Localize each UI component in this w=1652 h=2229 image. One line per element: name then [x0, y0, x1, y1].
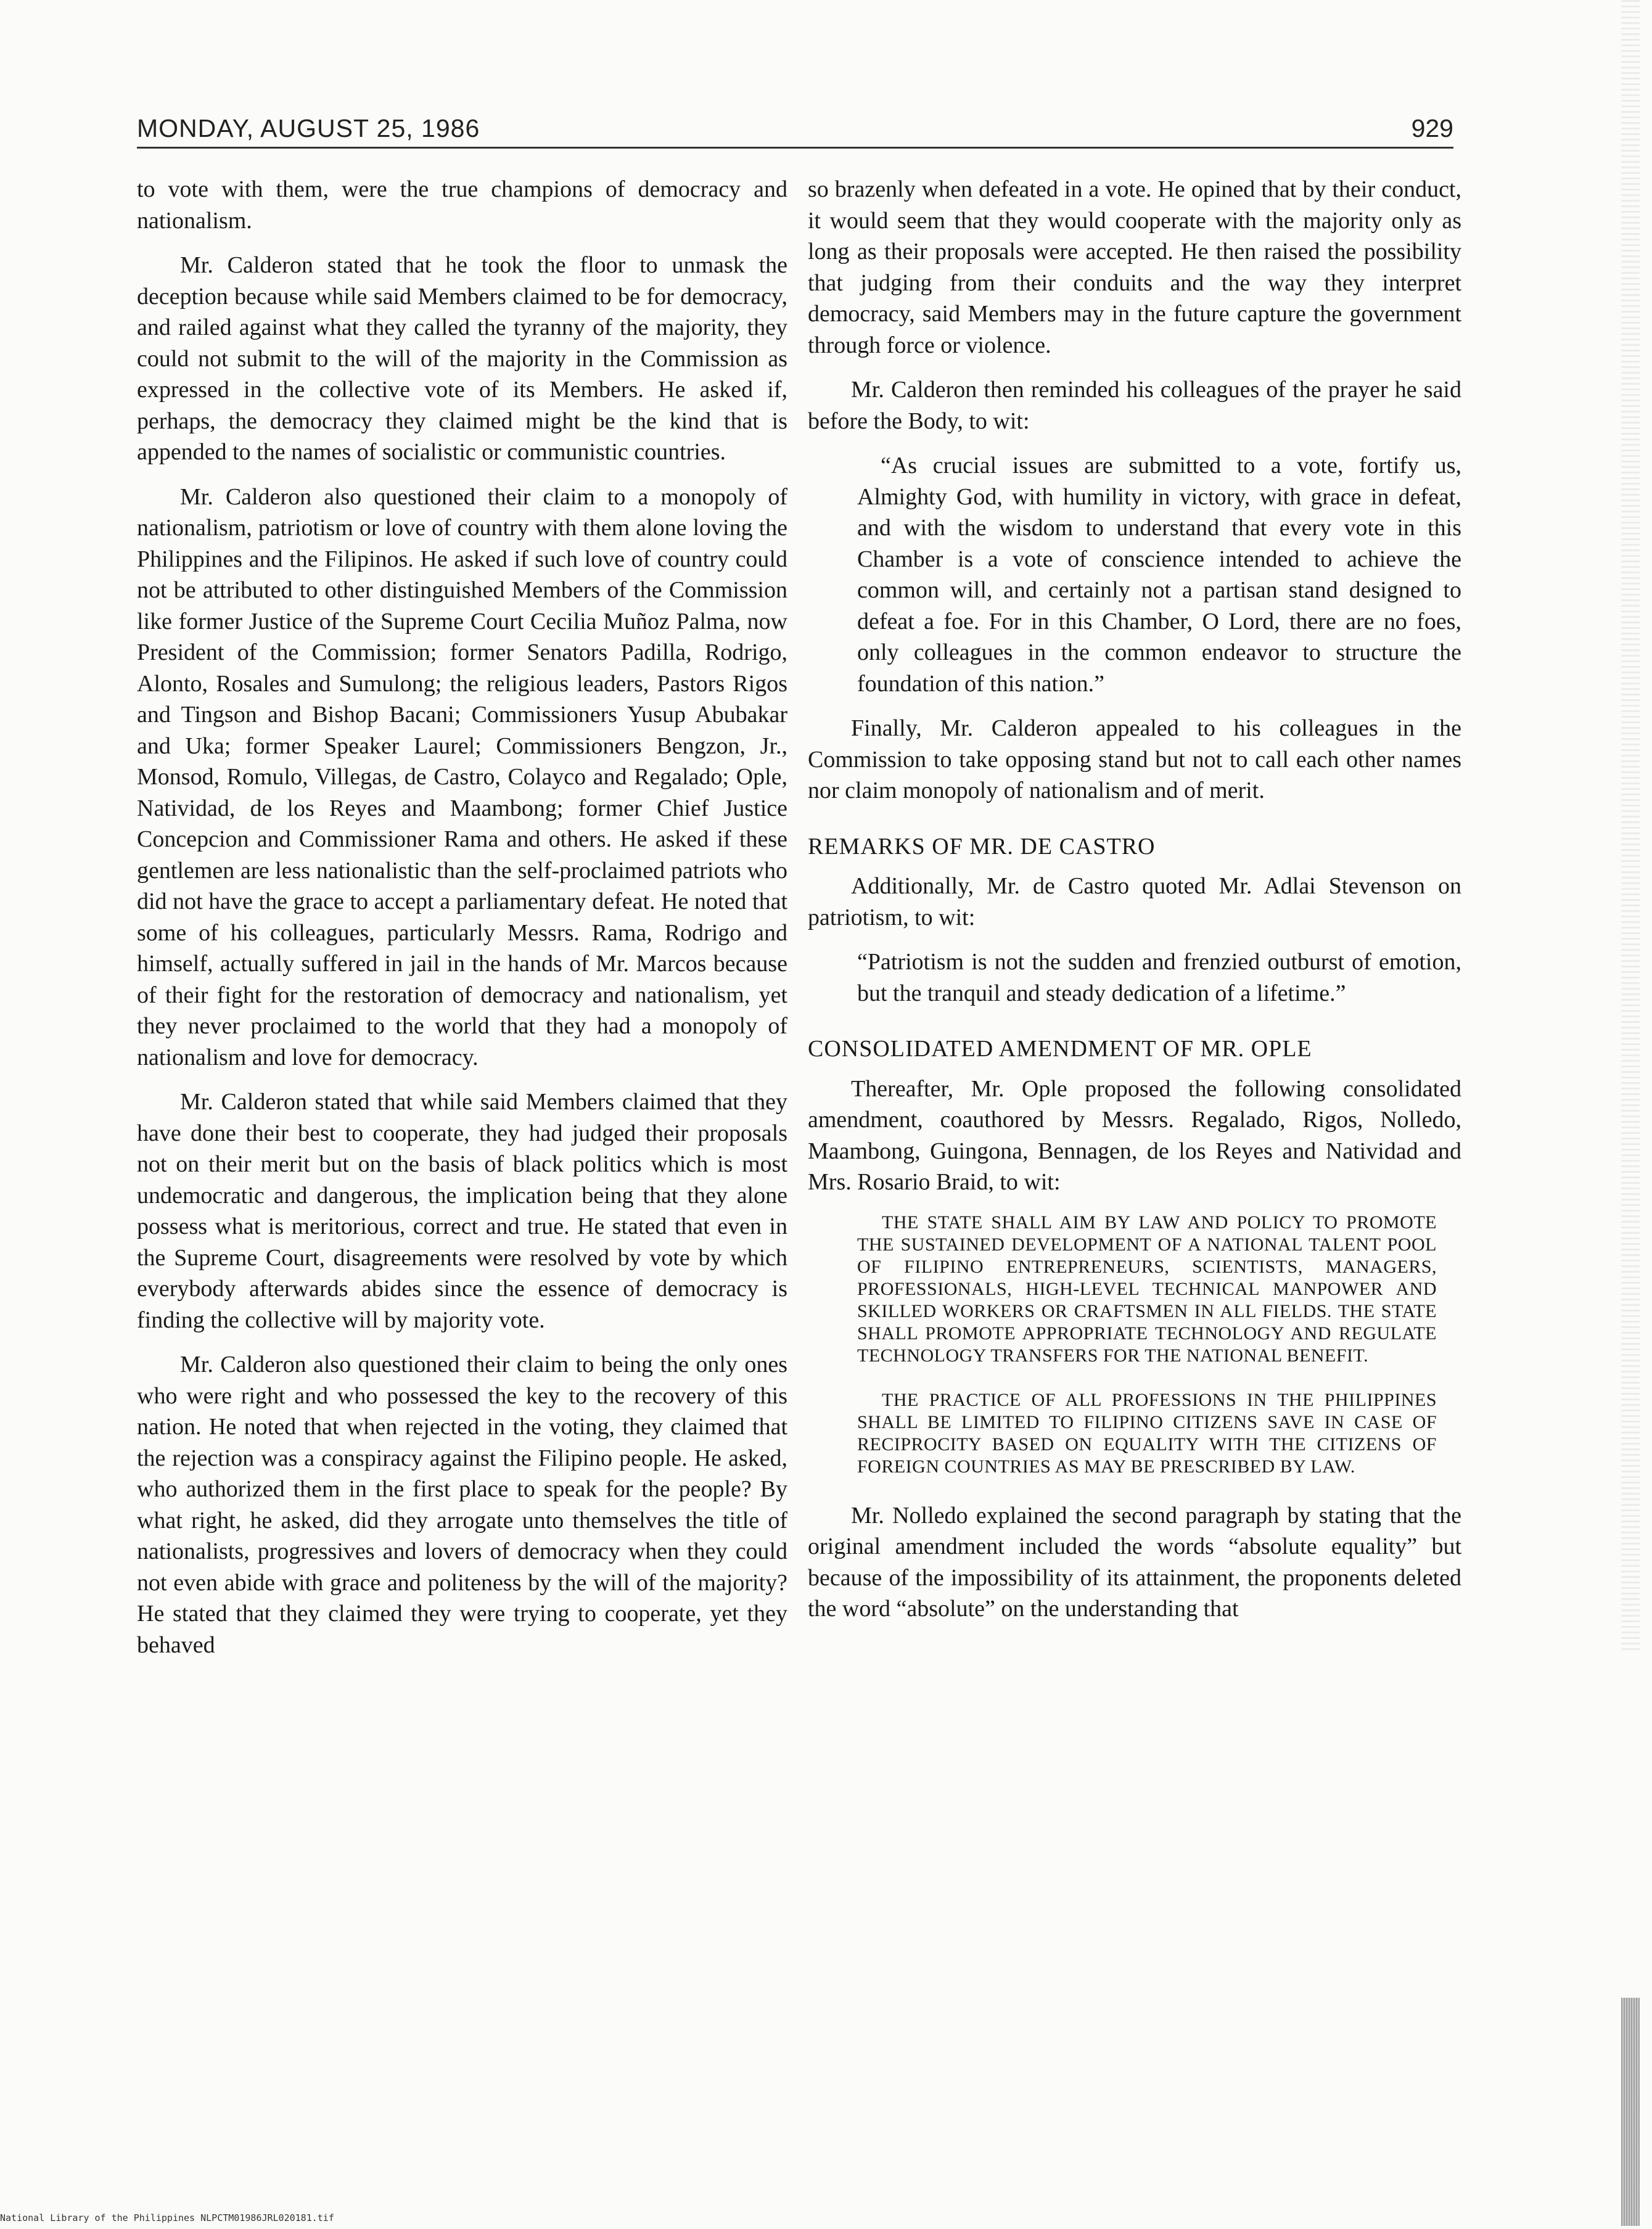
paragraph: to vote with them, were the true champions of democracy and nationalism.	[137, 176, 787, 234]
scan-footer: National Library of the Philippines NLPCTM01986JRL020181.tif	[0, 2212, 334, 2223]
amendment-text: THE STATE SHALL AIM BY LAW AND POLICY TO PROMOTE THE SUSTAINED DEVELOPMENT OF A NATIONAL TALENT POOL OF FILIPINO ENTREPRENEURS, SCIENTISTS, MANAGERS, PROFESSIONALS, HIGH-LEVEL TECHNICAL MANPOWER AND SKILLED WORKERS OR CRAFTSMEN IN ALL FIELDS. THE STATE SHALL PROMOTE APPROPRIATE TECHNOLOGY AND REGULATE TECHNOLOGY TRANSFERS FOR THE NATIONAL BENEFIT.	[857, 1212, 1437, 1366]
paragraph: Additionally, Mr. de Castro quoted Mr. Adlai Stevenson on patriotism, to wit:	[808, 873, 1461, 930]
paragraph: Mr. Calderon then reminded his colleagues of the prayer he said before the Body, to wit:	[808, 377, 1461, 434]
header-date: MONDAY, AUGUST 25, 1986	[137, 114, 480, 142]
stevenson-quote: “Patriotism is not the sudden and frenzied outburst of emotion, but the tranquil and steady dedication of a lifetime.”	[857, 949, 1461, 1006]
paragraph: Finally, Mr. Calderon appealed to his colleagues in the Commission to take opposing stand but not to call each other names nor claim monopoly of nationalism and of merit.	[808, 715, 1461, 803]
scan-edge-artifact	[1621, 0, 1640, 1652]
paragraph: so brazenly when defeated in a vote. He opined that by their conduct, it would seem that they would cooperate with the majority only as long as their proposals were accepted. He then raised the possibility that judging from their conduits and the way they interpret democracy, said Members may in the future capture the government through force or violence.	[808, 176, 1461, 358]
right-column	[808, 174, 1461, 1638]
paragraph: Mr. Nolledo explained the second paragraph by stating that the original amendment included the words “absolute equality” but because of the impossibility of its attainment, the proponents deleted the word “absolute” on the understanding that	[808, 1502, 1461, 1622]
page-number: 929	[1411, 114, 1453, 142]
header-rule	[137, 147, 1453, 149]
section-heading: REMARKS OF MR. DE CASTRO	[808, 833, 1156, 860]
paragraph: Mr. Calderon stated that while said Members claimed that they have done their best to cooperate, they had judged their proposals not on their merit but on the basis of black politics which is most undemocratic and dangerous, the implication being that they alone possess what is meritorious, correct and true. He stated that even in the Supreme Court, disagreements were resolved by vote by which everybody afterwards abides since the essence of democracy is finding the collective will by majority vote.	[137, 1089, 787, 1333]
paragraph: Mr. Calderon also questioned their claim to a monopoly of nationalism, patriotism or love of country with them alone loving the Philippines and the Filipinos. He asked if such love of country could not be attributed to other distinguished Members of the Commission like former Justice of the Supreme Court Cecilia Muñoz Palma, now President of the Commission; former Senators Padilla, Rodrigo, Alonto, Rosales and Sumulong; the religious leaders, Pastors Rigos and Tingson and Bishop Bacani; Commissioners Yusup Abubakar and Uka; former Speaker Laurel; Commissioners Bengzon, Jr., Monsod, Romulo, Villegas, de Castro, Colayco and Regalado; Ople, Natividad, de los Reyes and Maambong; former Chief Justice Concepcion and Commissioner Rama and others. He asked if these gentlemen are less nationalistic than the self-proclaimed patriots who did not have the grace to accept a parliamentary defeat. He noted that some of his colleagues, particularly Messrs. Rama, Rodrigo and himself, actually suffered in jail in the hands of Mr. Marcos because of their fight for the restoration of democracy and nationalism, yet they never proclaimed to the world that they had a monopoly of nationalism and love for democracy.	[137, 483, 787, 1070]
paragraph: Mr. Calderon stated that he took the floor to unmask the deception because while said Members claimed to be for democracy, and railed against what they called the tyranny of the majority, they could not submit to the will of the majority in the Commission as expressed in the collective vote of its Members. He asked if, perhaps, the democracy they claimed might be the kind that is appended to the names of socialistic or communistic countries.	[137, 252, 787, 465]
prayer-quote: “As crucial issues are submitted to a vote, fortify us, Almighty God, with humility in victory, with grace in defeat, and with the wisdom to understand that every vote in this Chamber is a vote of conscience intended to achieve the common will, and certainly not a partisan stand designed to defeat a foe. For in this Chamber, O Lord, there are no foes, only colleagues in the common endeavor to structure the foundation of this nation.”	[857, 453, 1461, 697]
amendment-text: THE PRACTICE OF ALL PROFESSIONS IN THE PHILIPPINES SHALL BE LIMITED TO FILIPINO CITIZENS SAVE IN CASE OF RECIPROCITY BASED ON EQUALITY WITH THE CITIZENS OF FOREIGN COUNTRIES AS MAY BE PRESCRIBED BY LAW.	[857, 1389, 1437, 1477]
paragraph: Mr. Calderon also questioned their claim to being the only ones who were right and who possessed the key to the recovery of this nation. He noted that when rejected in the voting, they claimed that the rejection was a conspiracy against the Filipino people. He asked, who authorized them in the first place to speak for the people? By what right, he asked, did they arrogate unto themselves the title of nationalists, progressives and lovers of democracy when they could not even abide with grace and politeness by the will of the majority? He stated that they claimed they were trying to cooperate, yet they behaved	[137, 1352, 787, 1658]
paragraph: Thereafter, Mr. Ople proposed the following consolidated amendment, coauthored by Messrs. Regalado, Rigos, Nolledo, Maambong, Guingona, Bennagen, de los Reyes and Natividad and Mrs. Rosario Braid, to wit:	[808, 1075, 1461, 1195]
scan-edge-artifact	[1621, 1998, 1640, 2226]
section-heading: CONSOLIDATED AMENDMENT OF MR. OPLE	[808, 1036, 1312, 1062]
page-header	[137, 104, 1453, 147]
left-column	[137, 174, 787, 1674]
